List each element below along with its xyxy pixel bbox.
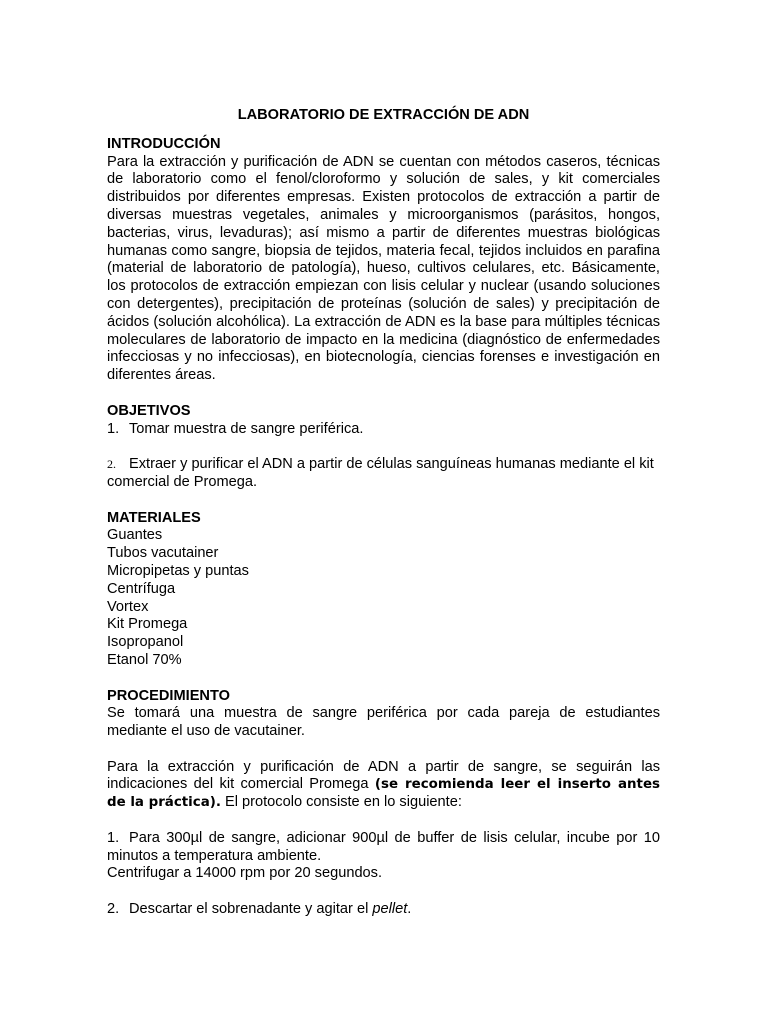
material-item: Kit Promega: [107, 616, 188, 633]
objective-item-1: [107, 421, 660, 439]
procedure-paragraph-1: Se tomará una muestra de sangre periférica por cada pareja de estudiantes mediante el uso de vacutainer.: [107, 705, 660, 740]
procedure-note-bold: (se recomienda leer el inserto antes de la práctica).: [107, 777, 660, 811]
material-item: Micropipetas y puntas: [107, 562, 249, 579]
document-title: LABORATORIO DE EXTRACCIÓN DE ADN: [237, 107, 530, 123]
procedure-heading: PROCEDIMIENTO: [107, 687, 230, 704]
step-number: 1.: [107, 829, 120, 846]
objective-number: 2.: [107, 457, 116, 472]
intro-heading: INTRODUCCIÓN: [107, 135, 221, 152]
objective-text: Extraer y purificar el ADN a partir de células sanguíneas humanas mediante el kit comercial de Promega.: [107, 456, 654, 490]
material-item: Isopropanol: [107, 634, 184, 651]
step-number: 2.: [107, 901, 120, 918]
material-item: Centrífuga: [107, 580, 176, 597]
intro-paragraph: Para la extracción y purificación de ADN se cuentan con métodos caseros, técnicas de laboratorio como el fenol/cloroformo y solución de sales, y kit comerciales distribuidos por diferentes empresas. Existen protocolos de extracción a partir de diversas muestras vegetales, animales y microorganismos (parásitos, hongos, bacterias, virus, levaduras); así mismo a partir de diferentes muestras biológicas humanas como sangre, biopsia de tejidos, materia fecal, tejidos incluidos en parafina (material de laboratorio de patología), hueso, cultivos celulares, etc. Básicamente, los protocolos de extracción empiezan con lisis celular y nuclear (usando soluciones con detergentes), precipitación de proteínas (solución de sales) y precipitación de ácidos (solución alcohólica). La extracción de ADN es la base para múltiples técnicas moleculares de laboratorio de impacto en la medicina (diagnóstico de enfermedades infecciosas y no infecciosas), en biotecnología, ciencias forenses e investigación en diferentes áreas.: [107, 153, 660, 384]
objectives-heading: OBJETIVOS: [107, 402, 191, 419]
procedure-step-2: [107, 901, 660, 919]
procedure-text: El protocolo consiste en lo siguiente:: [220, 794, 462, 811]
step-text: Para 300µl de sangre, adicionar 900µl de buffer de lisis celular, incube por 10 minutos a temperatura ambiente.: [107, 829, 660, 864]
material-item: Vortex: [107, 598, 149, 615]
materials-list: [107, 527, 660, 669]
step-text: .: [407, 901, 412, 918]
document-body: [107, 107, 660, 919]
material-item: Etanol 70%: [107, 651, 182, 668]
material-item: Tubos vacutainer: [107, 545, 219, 562]
procedure-step-1-extra: Centrifugar a 14000 rpm por 20 segundos.: [107, 865, 383, 882]
step-text: Descartar el sobrenadante y agitar el: [129, 901, 373, 918]
step-text-italic: pellet: [372, 901, 408, 918]
procedure-paragraph-2: [107, 759, 660, 812]
objective-number: 1.: [107, 420, 120, 437]
objective-text: Tomar muestra de sangre periférica.: [129, 420, 364, 437]
procedure-step-1: [107, 830, 660, 866]
material-item: Guantes: [107, 527, 163, 544]
materials-heading: MATERIALES: [107, 509, 201, 526]
procedure-text: Para la extracción y purificación de ADN a partir de sangre, se seguirán las indicaciones del kit comercial Promega: [107, 758, 660, 793]
objective-item-2: [107, 456, 660, 492]
